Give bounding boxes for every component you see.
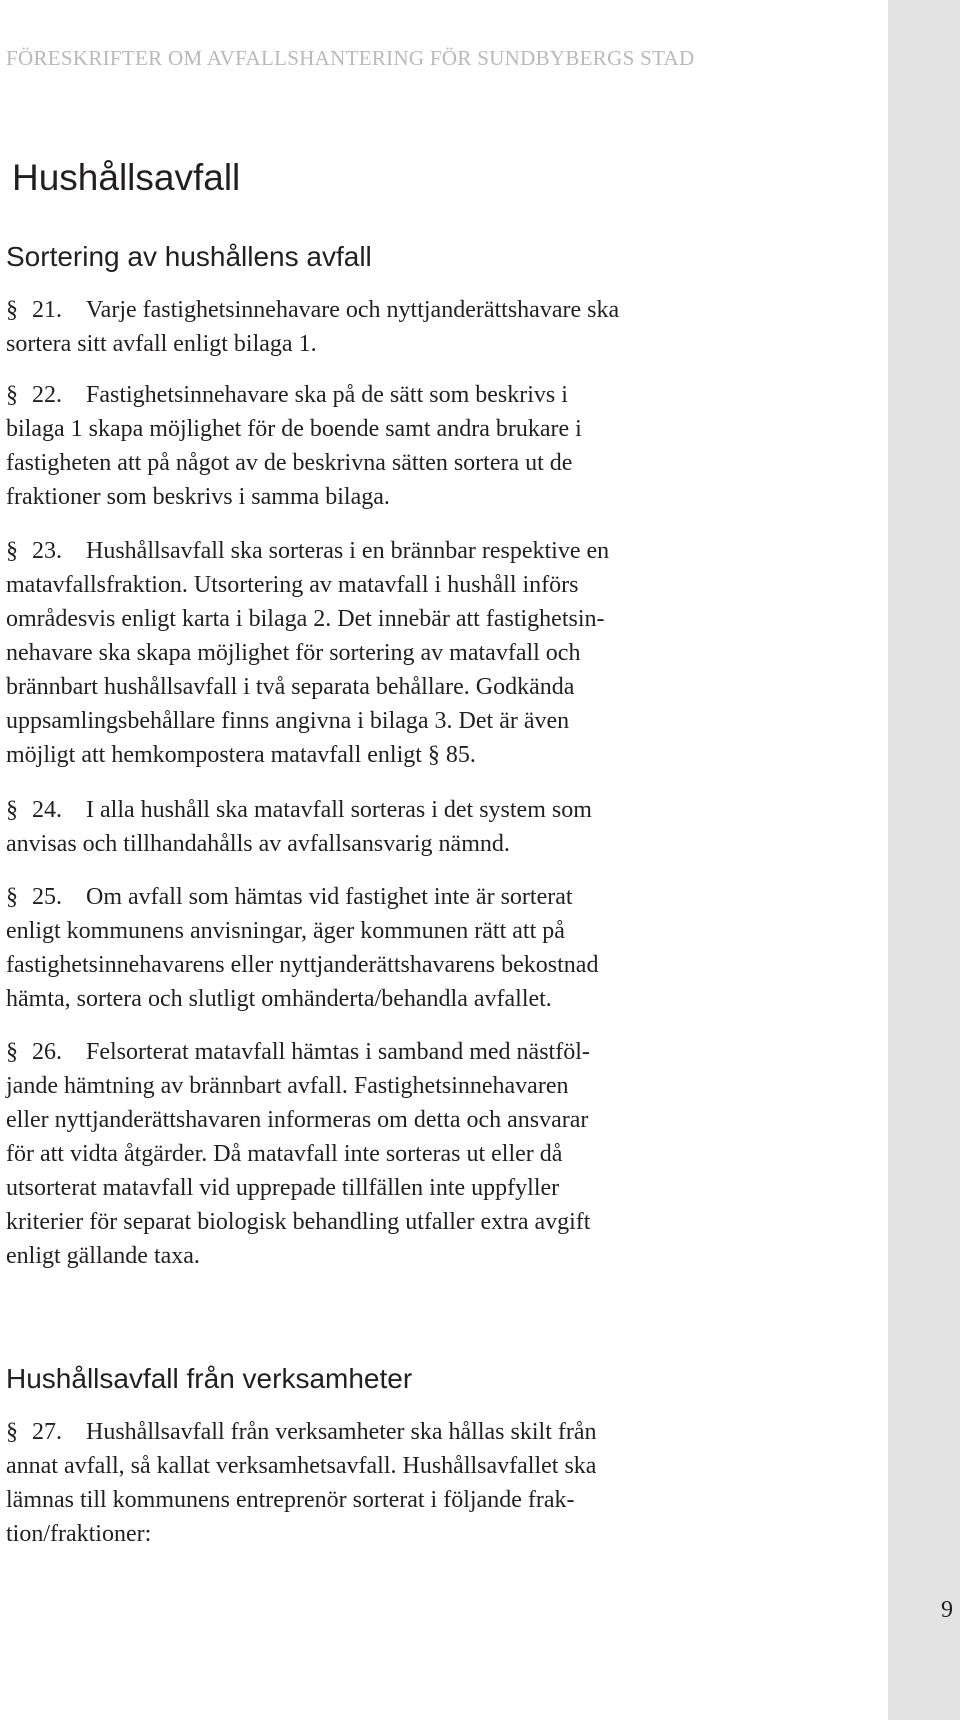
section-heading-verksamheter: Hushållsavfall från verksamheter	[6, 1363, 413, 1394]
page-margin-band	[888, 0, 960, 1720]
section-sign: §	[6, 1419, 18, 1445]
paragraph-line: Hushållsavfall från verksamheter ska hållas skilt från	[86, 1419, 597, 1445]
paragraph-number: 24.	[32, 797, 62, 823]
paragraph-line: matavfallsfraktion. Utsortering av matavfall i hushåll införs	[6, 572, 579, 598]
paragraph-line: tion/fraktioner:	[6, 1521, 152, 1547]
paragraph-line: Fastighetsinnehavare ska på de sätt som beskrivs i	[86, 382, 568, 408]
section-heading-sortering: Sortering av hushållens avfall	[6, 241, 372, 272]
paragraph-line: nehavare ska skapa möjlighet för sortering av matavfall och	[6, 640, 581, 666]
page-title: Hushållsavfall	[12, 157, 241, 198]
paragraph-line: Om avfall som hämtas vid fastighet inte är sorterat	[86, 884, 573, 910]
running-header: FÖRESKRIFTER OM AVFALLSHANTERING FÖR SUNDBYBERGS STAD	[6, 46, 695, 70]
paragraph-line: Hushållsavfall ska sorteras i en brännbar respektive en	[86, 538, 610, 564]
paragraph-line: anvisas och tillhandahålls av avfallsansvarig nämnd.	[6, 831, 510, 857]
paragraph-line: fastighetsinnehavarens eller nyttjanderättshavarens bekostnad	[6, 952, 599, 978]
paragraph-22	[6, 378, 706, 514]
paragraph-number: 27.	[32, 1419, 62, 1445]
paragraph-line: Felsorterat matavfall hämtas i samband med nästföl-	[86, 1039, 590, 1065]
paragraph-line: bilaga 1 skapa möjlighet för de boende samt andra brukare i	[6, 416, 582, 442]
paragraph-line: för att vidta åtgärder. Då matavfall inte sorteras ut eller då	[6, 1141, 563, 1167]
paragraph-line: sortera sitt avfall enligt bilaga 1.	[6, 331, 317, 357]
section-sign: §	[6, 1039, 18, 1065]
paragraph-27	[6, 1415, 706, 1551]
paragraph-line: jande hämtning av brännbart avfall. Fastighetsinnehavaren	[6, 1073, 569, 1099]
paragraph-number: 25.	[32, 884, 62, 910]
section-sign: §	[6, 297, 18, 323]
paragraph-line: annat avfall, så kallat verksamhetsavfall. Hushållsavfallet ska	[6, 1453, 597, 1479]
section-sign: §	[6, 884, 18, 910]
paragraph-line: fastigheten att på något av de beskrivna sätten sortera ut de	[6, 450, 573, 476]
paragraph-line: brännbart hushållsavfall i två separata behållare. Godkända	[6, 674, 575, 700]
paragraph-21	[6, 293, 706, 361]
paragraph-line: fraktioner som beskrivs i samma bilaga.	[6, 484, 390, 510]
paragraph-line: områdesvis enligt karta i bilaga 2. Det innebär att fastighetsin-	[6, 606, 605, 632]
paragraph-23	[6, 534, 706, 772]
section-sign: §	[6, 538, 18, 564]
paragraph-line: enligt gällande taxa.	[6, 1243, 200, 1269]
paragraph-line: lämnas till kommunens entreprenör sorterat i följande frak-	[6, 1487, 575, 1513]
paragraph-line: kriterier för separat biologisk behandling utfaller extra avgift	[6, 1209, 591, 1235]
paragraph-number: 26.	[32, 1039, 62, 1065]
paragraph-line: eller nyttjanderättshavaren informeras om detta och ansvarar	[6, 1107, 589, 1133]
paragraph-25	[6, 880, 706, 1016]
paragraph-number: 23.	[32, 538, 62, 564]
paragraph-line: utsorterat matavfall vid upprepade tillfällen inte uppfyller	[6, 1175, 560, 1201]
paragraph-line: enligt kommunens anvisningar, äger kommunen rätt att på	[6, 918, 565, 944]
paragraph-line: möjligt att hemkompostera matavfall enligt § 85.	[6, 742, 476, 768]
paragraph-line: hämta, sortera och slutligt omhänderta/behandla avfallet.	[6, 986, 552, 1012]
paragraph-24	[6, 793, 706, 861]
page-number: 9	[941, 1597, 953, 1623]
section-sign: §	[6, 382, 18, 408]
paragraph-line: I alla hushåll ska matavfall sorteras i det system som	[86, 797, 592, 823]
section-sign: §	[6, 797, 18, 823]
paragraph-line: uppsamlingsbehållare finns angivna i bilaga 3. Det är även	[6, 708, 570, 734]
paragraph-number: 22.	[32, 382, 62, 408]
paragraph-line: Varje fastighetsinnehavare och nyttjanderättshavare ska	[86, 297, 620, 323]
paragraph-26	[6, 1035, 706, 1273]
paragraph-number: 21.	[32, 297, 62, 323]
